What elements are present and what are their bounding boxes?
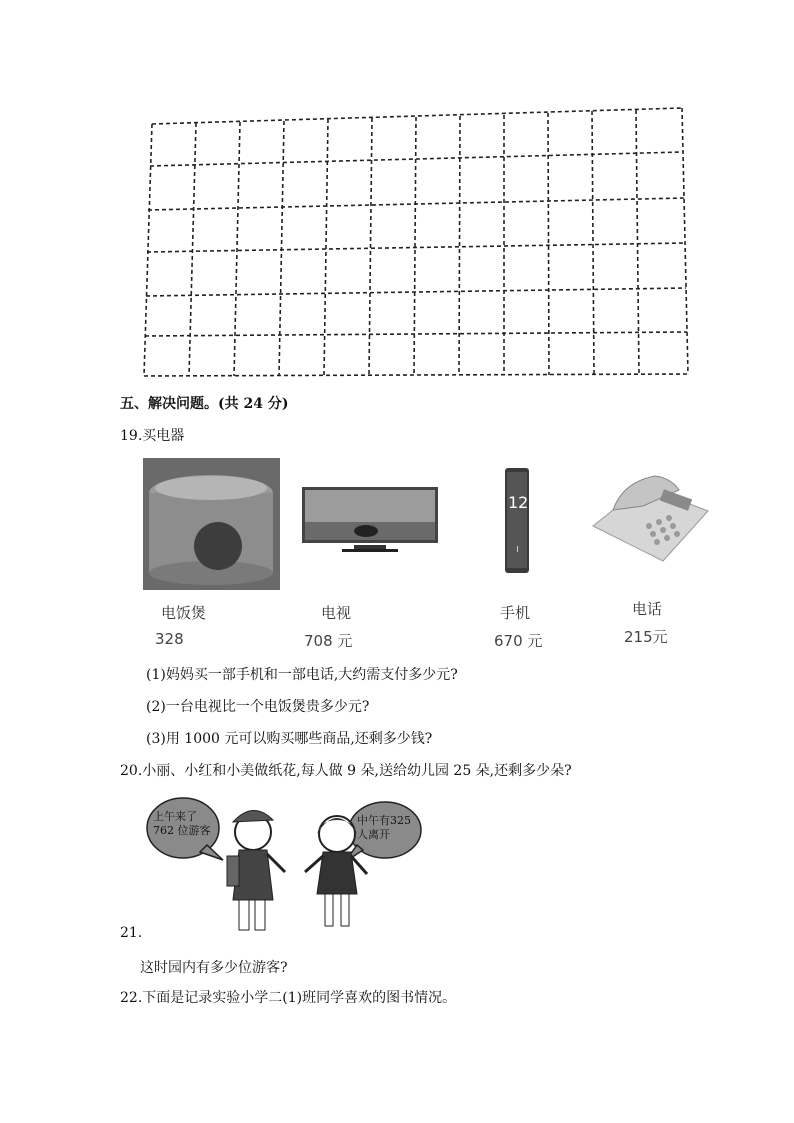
speech-bubble-right: 中午有325 人离开 <box>357 814 411 841</box>
product-price: 708 元 <box>304 632 353 650</box>
product-phone <box>505 468 529 573</box>
product-name: 手机 <box>500 604 531 622</box>
question-19-title: 19.买电器 <box>120 428 185 444</box>
product-rice-cooker <box>143 458 280 590</box>
question-20: 20.小丽、小红和小美做纸花,每人做 9 朵,送给幼儿园 25 朵,还剩多少朵? <box>120 763 572 779</box>
subquestion-1: (1)妈妈买一部手机和一部电话,大约需支付多少元? <box>146 667 458 683</box>
section-title: 五、解决问题。(共 24 分) <box>120 396 289 412</box>
dotted-grid <box>140 100 690 380</box>
phone-screen-time: 12 <box>508 493 529 512</box>
product-telephone <box>583 466 713 570</box>
telephone-icon <box>583 466 713 570</box>
product-name: 电话 <box>632 600 663 618</box>
subquestion-2: (2)一台电视比一个电饭煲贵多少元? <box>146 699 370 715</box>
speech-bubble-left: 上午来了762 位游客 <box>153 810 211 837</box>
mobile-phone-icon <box>505 468 529 573</box>
subquestion-3: (3)用 1000 元可以购买哪些商品,还剩多少钱? <box>146 731 433 747</box>
question-21-text: 这时园内有多少位游客? <box>140 960 288 976</box>
product-price: 215元 <box>624 628 668 646</box>
product-name: 电视 <box>321 604 352 622</box>
rice-cooker-icon <box>143 458 280 590</box>
product-price: 670 元 <box>494 632 543 650</box>
tv-icon <box>302 487 438 559</box>
product-name: 电饭煲 <box>161 604 207 622</box>
question-21-number: 21. <box>120 925 143 941</box>
product-tv <box>302 487 438 559</box>
cartoon-illustration <box>145 790 435 940</box>
question-22: 22.下面是记录实验小学二(1)班同学喜欢的图书情况。 <box>120 990 457 1006</box>
product-price: 328 <box>155 630 184 648</box>
